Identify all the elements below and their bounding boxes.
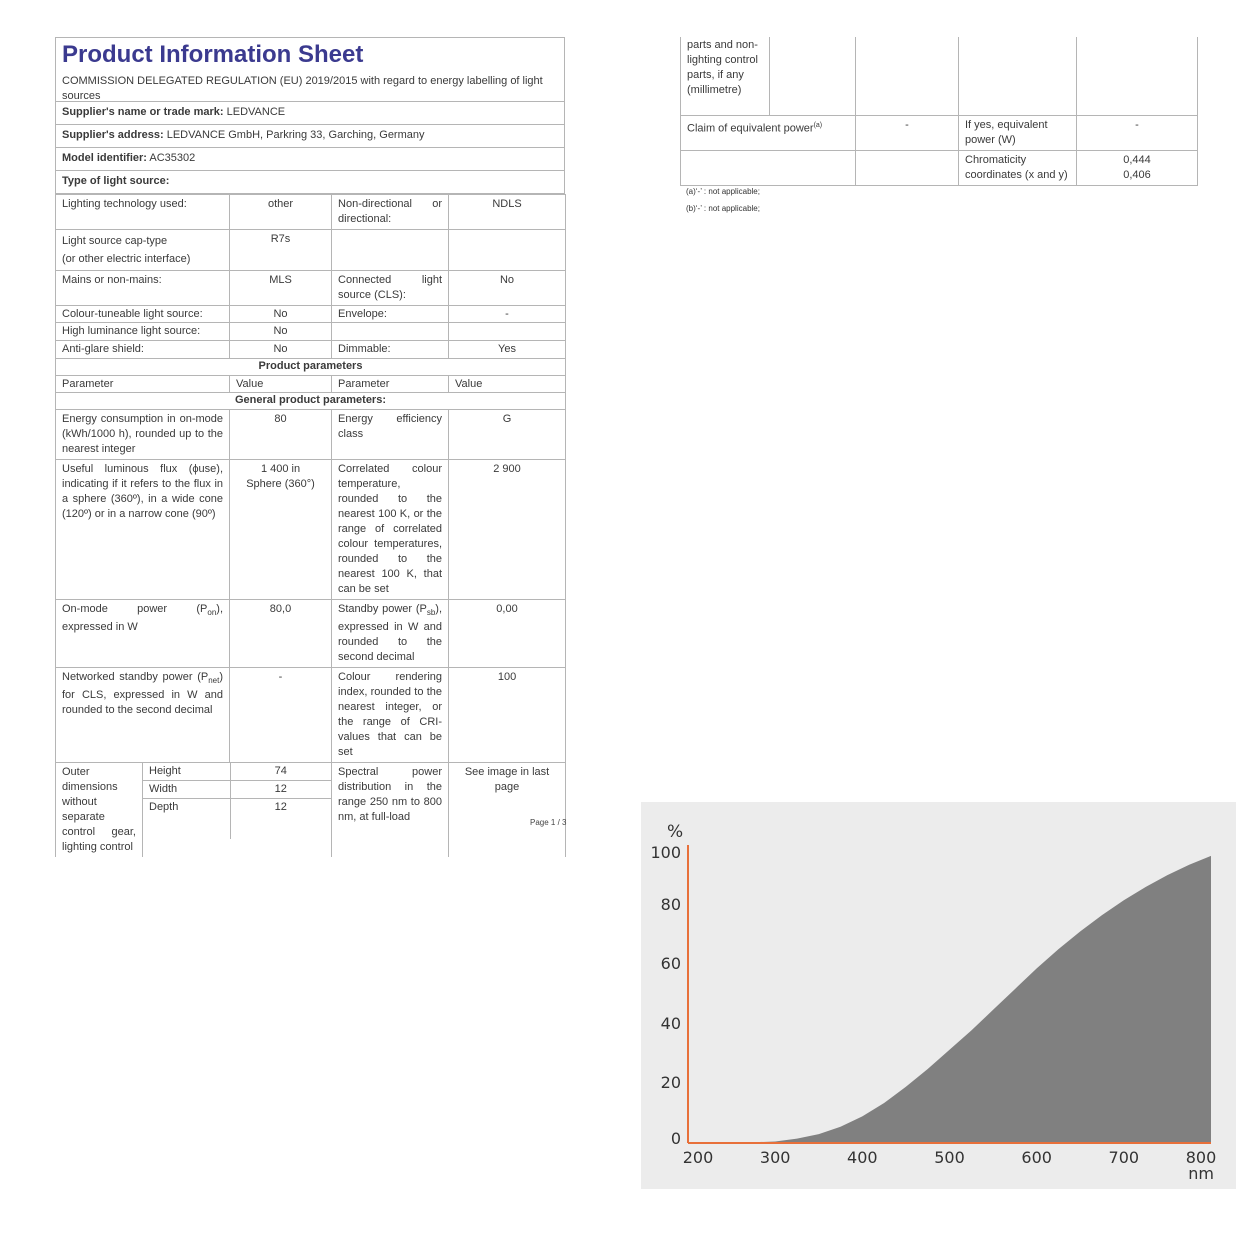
chromaticity-value	[1077, 150, 1198, 185]
antiglare-label: Anti-glare shield:	[56, 341, 230, 359]
col-header-value-1: Value	[230, 376, 332, 393]
energy-cons-value: 80	[230, 410, 332, 460]
supplier-address-row	[55, 125, 565, 148]
page-number: Page 1 / 3	[530, 818, 567, 827]
flux-value	[230, 460, 332, 600]
title-box	[55, 37, 565, 102]
lighting-tech-label: Lighting technology used:	[56, 195, 230, 230]
footnote-b: (b)‘-’ : not applicable;	[686, 204, 760, 213]
product-information-sheet	[55, 37, 565, 857]
y-unit-label: %	[667, 822, 684, 842]
onmode-value: 80,0	[230, 600, 332, 668]
y-tick-label: 0	[670, 1129, 681, 1148]
colour-tune-label: Colour-tuneable light source:	[56, 306, 230, 323]
dimmable-label: Dimmable:	[332, 341, 449, 359]
lighting-tech-value: other	[230, 195, 332, 230]
depth-label: Depth	[143, 799, 230, 839]
supplier-name: LEDVANCE	[226, 106, 286, 118]
y-tick-label: 20	[660, 1073, 681, 1092]
x-tick-label: 600	[1021, 1148, 1052, 1167]
product-params-heading: Product parameters	[56, 359, 566, 376]
high-lum-label: High luminance light source:	[56, 323, 230, 341]
cri-value: 100	[449, 668, 566, 763]
width-value: 12	[230, 781, 331, 799]
footnotes	[686, 183, 760, 217]
chromaticity-label: Chromaticity coordinates (x and y)	[959, 150, 1077, 185]
continued-dimensions-label: parts and non-lighting control parts, if any (millimetre)	[681, 37, 770, 115]
width-label: Width	[143, 781, 230, 799]
general-params-heading: General product parameters:	[56, 393, 566, 410]
chromaticity-x: 0,444	[1123, 153, 1151, 166]
claim-value: -	[856, 115, 959, 150]
standby-value: 0,00	[449, 600, 566, 668]
col-header-parameter-1: Parameter	[56, 376, 230, 393]
x-tick-label: 800	[1185, 1148, 1217, 1167]
x-tick-label: 700	[1108, 1148, 1140, 1167]
equivalent-power-value: -	[1077, 115, 1198, 150]
envelope-label: Envelope:	[332, 306, 449, 323]
chromaticity-y: 0,406	[1123, 168, 1151, 181]
flux-label: Useful luminous flux (ϕuse), indicating if it refers to the flux in a sphere (360º), in a wide cone (120º) or in a narrow cone (90º)	[56, 460, 230, 600]
cap-value: R7s	[230, 230, 332, 271]
high-lum-value: No	[230, 323, 332, 341]
model-identifier: AC35302	[149, 152, 196, 164]
standby-label: Standby power $(P_{sb})$, expressed in W and rounded to the second decimal	[332, 600, 449, 668]
height-label: Height	[143, 763, 230, 781]
sheet-subtitle: COMMISSION DELEGATED REGULATION (EU) 2019/2015 with regard to energy labelling of light sources	[62, 75, 543, 102]
flux-value-line-1: 1 400 in	[260, 463, 301, 475]
supplier-name-label: Supplier's name or trade mark:	[62, 106, 224, 118]
nondir-value: NDLS	[449, 195, 566, 230]
eff-class-label: Energy efficiency class	[332, 410, 449, 460]
footnote-a: (a)‘-’ : not applicable;	[686, 187, 760, 196]
cap-label	[56, 230, 230, 271]
sheet-title: Product Information Sheet	[62, 41, 364, 68]
supplier-name-row	[55, 102, 565, 125]
type-row	[55, 171, 565, 194]
onmode-label: On-mode power $(P_{on})$, expressed in W	[56, 600, 230, 668]
cap-label-line-2: (or other electric interface)	[62, 253, 191, 265]
spd-value: See image in last page	[449, 763, 566, 858]
cct-value: 2 900	[449, 460, 566, 600]
spectral-chart-panel	[641, 802, 1236, 1189]
eff-class-value: G	[449, 410, 566, 460]
supplier-address-label: Supplier's address:	[62, 129, 164, 141]
x-unit-label: nm	[1188, 1164, 1214, 1183]
y-tick-label: 100	[650, 843, 681, 862]
depth-value: 12	[230, 799, 331, 839]
dimmable-value: Yes	[449, 341, 566, 359]
x-tick-label: 300	[759, 1148, 791, 1167]
model-row	[55, 148, 565, 171]
light-source-table	[55, 194, 566, 857]
networked-value: -	[230, 668, 332, 763]
y-tick-label: 80	[660, 895, 681, 914]
x-tick-label: 500	[934, 1148, 965, 1167]
dimensions-cell	[143, 763, 332, 858]
equivalent-power-label: If yes, equivalent power (W)	[959, 115, 1077, 150]
cls-value: No	[449, 271, 566, 306]
colour-tune-value: No	[230, 306, 332, 323]
mains-value: MLS	[230, 271, 332, 306]
cls-label: Connected light source (CLS):	[332, 271, 449, 306]
networked-label: Networked standby power $(P_{net})$ for CLS, expressed in W and rounded to the second decimal	[56, 668, 230, 763]
y-tick-label: 40	[660, 1014, 681, 1033]
y-tick-label: 60	[660, 954, 681, 973]
antiglare-value: No	[230, 341, 332, 359]
claim-label: Claim of equivalent power$^{(a)}$	[681, 115, 856, 150]
cct-label: Correlated colour temperature, rounded to the nearest 100 K, or the range of correlated colour temperatures, rounded to the nearest 100 K, that can be set	[332, 460, 449, 600]
flux-value-line-2: Sphere (360°)	[246, 478, 315, 490]
x-tick-label: 400	[847, 1148, 878, 1167]
mains-label: Mains or non-mains:	[56, 271, 230, 306]
energy-cons-label: Energy consumption in on-mode (kWh/1000 h), rounded up to the nearest integer	[56, 410, 230, 460]
envelope-value: -	[449, 306, 566, 323]
height-value: 74	[230, 763, 331, 781]
x-tick-label: 200	[682, 1148, 714, 1167]
outer-dimensions-label: Outer dimensions without separate control gear, lighting control	[56, 763, 143, 858]
cap-label-line-1: Light source cap-type	[62, 235, 168, 247]
dimensions-subtable	[143, 763, 331, 839]
type-label: Type of light source:	[62, 175, 170, 187]
nondir-label: Non-directional or directional:	[332, 195, 449, 230]
cri-label: Colour rendering index, rounded to the nearest integer, or the range of CRI-values that can be set	[332, 668, 449, 763]
continuation-fragment	[680, 37, 1197, 186]
col-header-value-2: Value	[449, 376, 566, 393]
spd-label: Spectral power distribution in the range 250 nm to 800 nm, at full-load	[332, 763, 449, 858]
supplier-address: LEDVANCE GmbH, Parkring 33, Garching, Germany	[166, 129, 425, 141]
model-label: Model identifier:	[62, 152, 147, 164]
continuation-table	[680, 37, 1198, 186]
col-header-parameter-2: Parameter	[332, 376, 449, 393]
